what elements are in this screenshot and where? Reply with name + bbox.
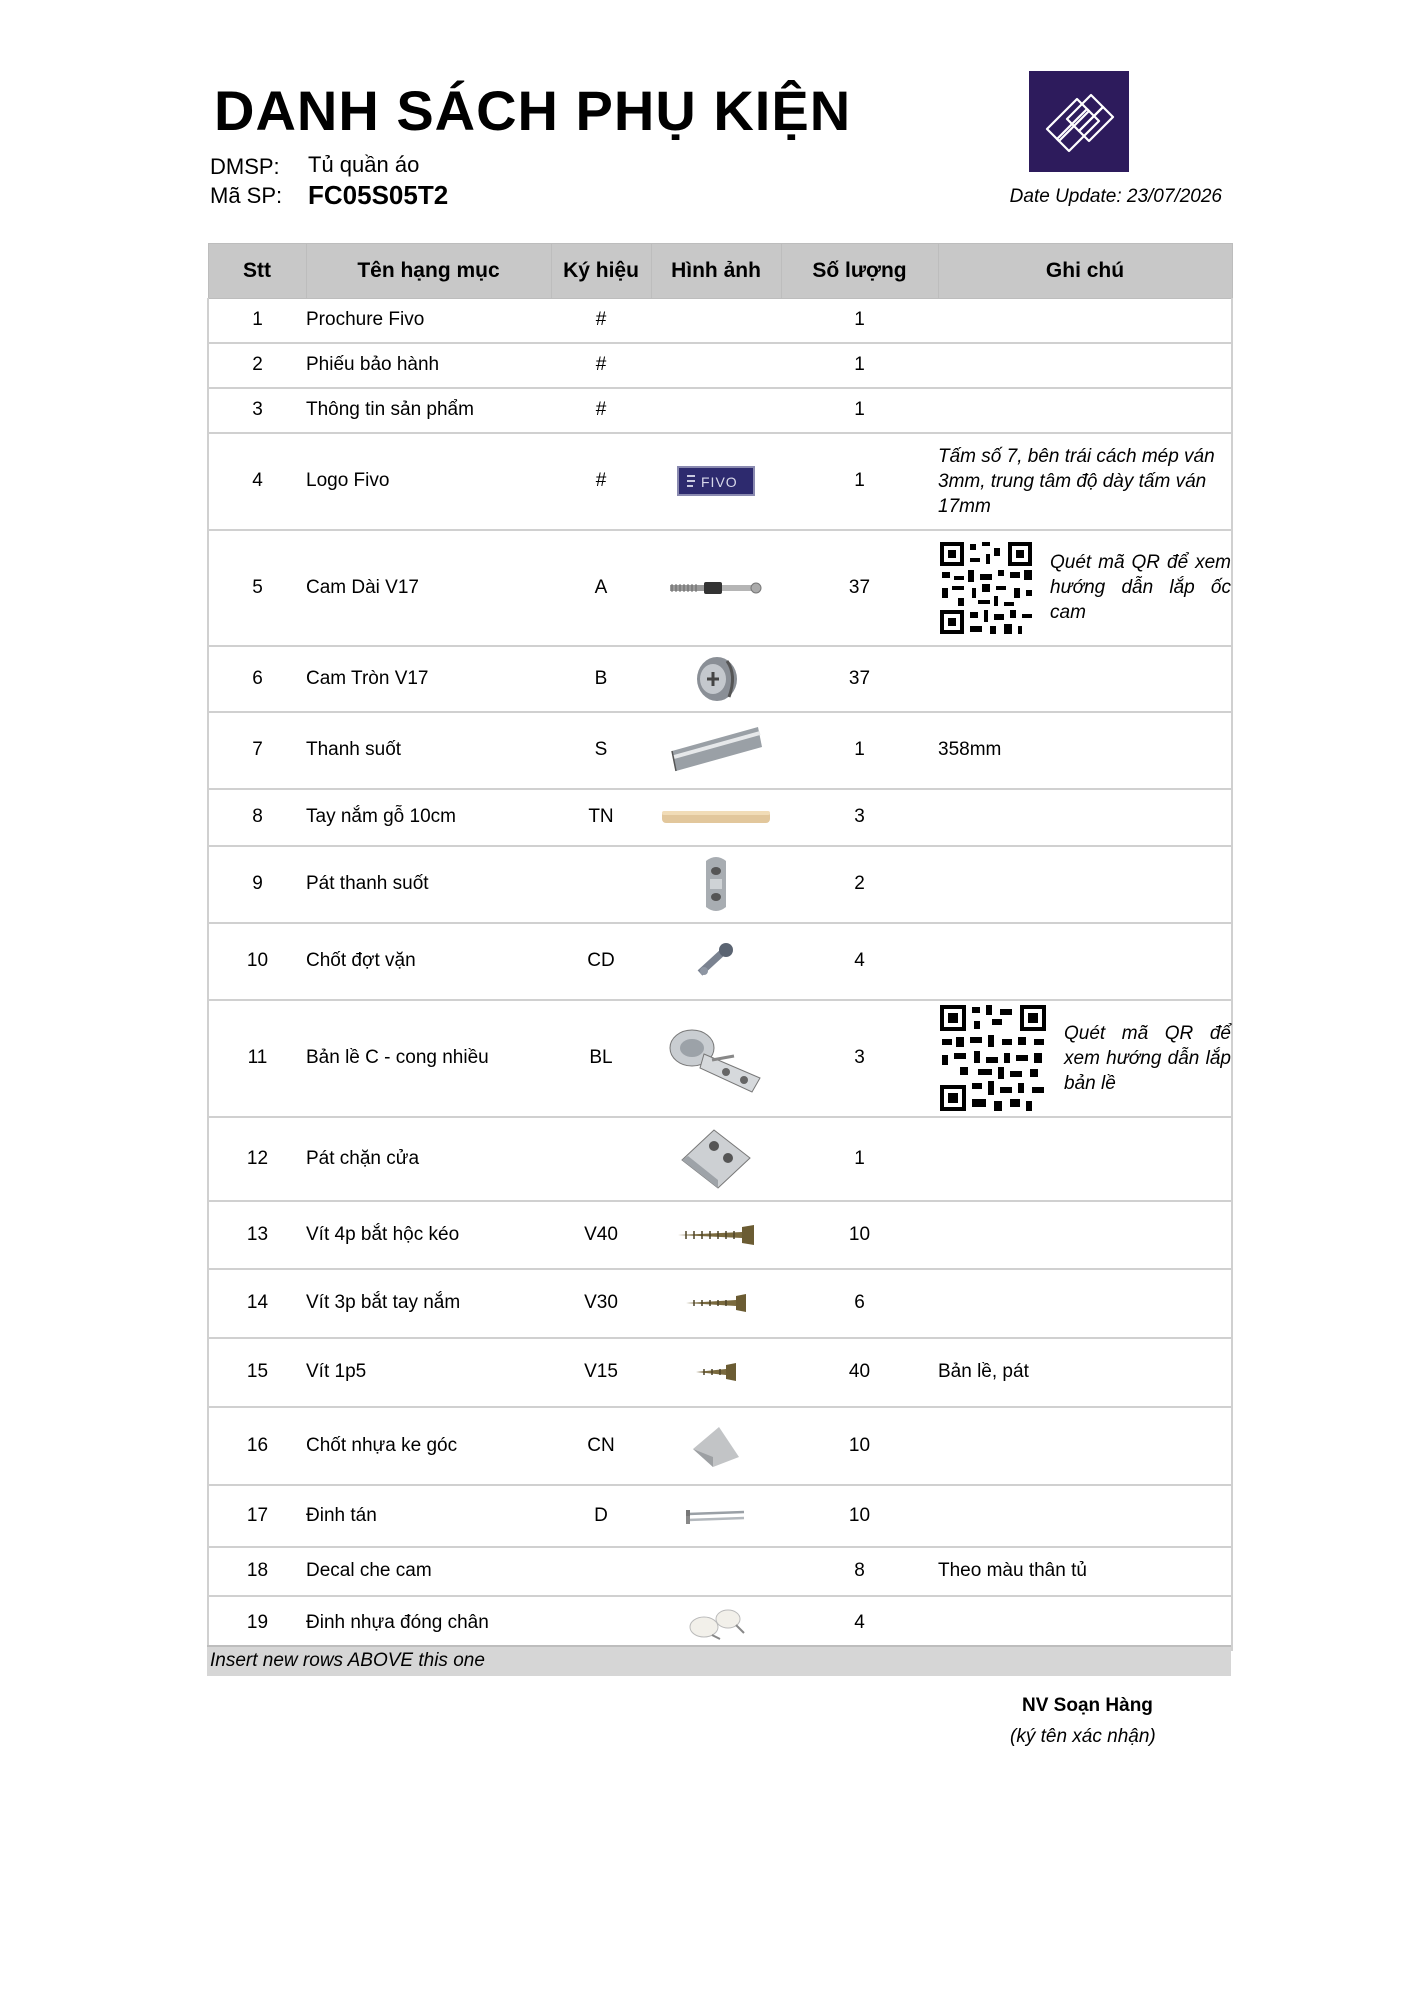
row-note: Theo màu thân tủ [938,1547,1232,1596]
signature-role: NV Soạn Hàng [1022,1695,1153,1716]
row-qty: 1 [781,433,938,530]
row-stt: 13 [208,1201,306,1269]
accessory-table [207,243,1233,1651]
footer-note: Insert new rows ABOVE this one [210,1650,485,1671]
signature-hint: (ký tên xác nhận) [1010,1726,1156,1747]
column-header: Stt [208,244,306,299]
row-stt: 1 [208,299,306,343]
row-code: A [551,530,651,646]
row-image [651,1547,781,1596]
row-name: Phiếu bảo hành [306,343,551,388]
row-image [651,712,781,789]
dmsp-label: DMSP: [210,154,280,179]
row-image [651,388,781,433]
table-row [208,923,1232,1000]
table-header-row [208,244,1232,299]
row-stt: 9 [208,846,306,923]
table-row [208,1000,1232,1117]
row-name: Prochure Fivo [306,299,551,343]
page-title: DANH SÁCH PHỤ KIỆN [214,79,852,142]
row-qty: 1 [781,388,938,433]
table-row [208,1338,1232,1407]
row-qty: 1 [781,299,938,343]
rail-bracket-icon [696,853,736,915]
date-update: Date Update: 23/07/2026 [1009,186,1222,207]
table-row [208,1485,1232,1547]
row-code [551,846,651,923]
row-name: Decal che cam [306,1547,551,1596]
row-qty: 37 [781,530,938,646]
row-qty: 40 [781,1338,938,1407]
row-code: # [551,343,651,388]
row-name: Tay nắm gỗ 10cm [306,789,551,846]
row-stt: 15 [208,1338,306,1407]
table-row [208,1547,1232,1596]
row-name: Vít 1p5 [306,1338,551,1407]
row-name: Bản lề C - cong nhiều [306,1000,551,1117]
row-note [938,388,1232,433]
row-note [938,1485,1232,1547]
table-row [208,388,1232,433]
row-name: Logo Fivo [306,433,551,530]
row-note [938,846,1232,923]
masp-value: FC05S05T2 [308,180,449,210]
table-row [208,846,1232,923]
row-stt: 4 [208,433,306,530]
row-qty: 4 [781,923,938,1000]
row-note: Bản lề, pát [938,1338,1232,1407]
qr-caption: Quét mã QR để xem hướng dẫn lắp ốc cam [1050,552,1231,623]
masp-label: Mã SP: [210,183,283,208]
qr-code-icon [938,1003,1048,1113]
row-code: # [551,299,651,343]
row-note [938,923,1232,1000]
row-stt: 10 [208,923,306,1000]
row-image [651,1269,781,1338]
table-row [208,1596,1232,1650]
row-name: Thông tin sản phẩm [306,388,551,433]
table-row [208,1201,1232,1269]
row-note [938,343,1232,388]
row-code [551,1547,651,1596]
row-name: Pát chặn cửa [306,1117,551,1201]
plastic-foot-tacks-icon [684,1605,748,1641]
row-qty: 8 [781,1547,938,1596]
plastic-corner-icon [689,1423,743,1469]
row-code [551,1117,651,1201]
screw-medium-icon [684,1292,748,1314]
row-qty: 2 [781,846,938,923]
note-text: Tấm số 7, bên trái cách mép ván 3mm, trung tâm độ dày tấm ván 17mm [938,445,1215,517]
row-image [651,1117,781,1201]
row-stt: 18 [208,1547,306,1596]
row-code: V30 [551,1269,651,1338]
row-stt: 3 [208,388,306,433]
row-qty: 1 [781,343,938,388]
table-row [208,343,1232,388]
table-footer-row [207,1645,1231,1676]
row-note [938,1117,1232,1201]
hinge-icon [664,1020,768,1096]
row-stt: 7 [208,712,306,789]
table-row [208,1269,1232,1338]
row-stt: 2 [208,343,306,388]
door-stop-bracket-icon [678,1126,754,1192]
row-name: Vít 3p bắt tay nắm [306,1269,551,1338]
row-code: V40 [551,1201,651,1269]
column-header: Số lượng [781,244,938,299]
row-image [651,1596,781,1650]
row-image [651,530,781,646]
row-note [938,1269,1232,1338]
row-qty: 4 [781,1596,938,1650]
row-stt: 6 [208,646,306,712]
fivo-logo-icon [1029,71,1129,172]
row-stt: 19 [208,1596,306,1650]
svg-text:FIVO: FIVO [701,474,738,490]
qr-code-icon [938,540,1034,636]
row-code: D [551,1485,651,1547]
row-stt: 14 [208,1269,306,1338]
row-image [651,1338,781,1407]
row-qty: 3 [781,1000,938,1117]
row-qty: 10 [781,1201,938,1269]
row-name: Vít 4p bắt hộc kéo [306,1201,551,1269]
row-image [651,923,781,1000]
row-name: Chốt nhựa ke góc [306,1407,551,1485]
wooden-handle-icon [660,808,772,826]
row-note [938,1201,1232,1269]
row-image [651,1201,781,1269]
row-stt: 5 [208,530,306,646]
row-name: Cam Dài V17 [306,530,551,646]
table-row [208,1117,1232,1201]
row-qty: 6 [781,1269,938,1338]
row-image [651,1485,781,1547]
row-stt: 16 [208,1407,306,1485]
row-code: BL [551,1000,651,1117]
row-stt: 8 [208,789,306,846]
table-row [208,299,1232,343]
row-name: Chốt đợt vặn [306,923,551,1000]
row-image [651,646,781,712]
screw-short-icon [694,1361,738,1383]
table-row [208,789,1232,846]
row-note: 358mm [938,712,1232,789]
long-cam-bolt-icon [668,578,764,598]
row-note [938,789,1232,846]
row-code: V15 [551,1338,651,1407]
row-name: Cam Tròn V17 [306,646,551,712]
row-note [938,646,1232,712]
row-qty: 10 [781,1485,938,1547]
fivo-logo-badge-icon [677,466,755,496]
row-code: # [551,433,651,530]
row-note [938,530,1232,646]
row-note [938,1407,1232,1485]
row-name: Thanh suốt [306,712,551,789]
row-name: Đinh tán [306,1485,551,1547]
row-qty: 1 [781,712,938,789]
hanging-rail-icon [668,723,764,777]
row-code: B [551,646,651,712]
column-header: Hình ảnh [651,244,781,299]
row-stt: 11 [208,1000,306,1117]
round-cam-icon [691,655,741,703]
row-image [651,433,781,530]
row-note [938,433,1232,530]
row-note [938,1000,1232,1117]
column-header: Ghi chú [938,244,1232,299]
row-qty: 3 [781,789,938,846]
row-qty: 1 [781,1117,938,1201]
row-code: # [551,388,651,433]
row-image [651,789,781,846]
shelf-pin-icon [694,941,738,981]
row-note [938,1596,1232,1650]
row-image [651,299,781,343]
row-code: S [551,712,651,789]
row-image [651,343,781,388]
row-code [551,1596,651,1650]
row-image [651,1000,781,1117]
row-code: CN [551,1407,651,1485]
row-stt: 12 [208,1117,306,1201]
row-note [938,299,1232,343]
table-row [208,530,1232,646]
column-header: Tên hạng mục [306,244,551,299]
qr-caption: Quét mã QR để xem hướng dẫn lắp bản lề [1064,1022,1231,1094]
row-image [651,1407,781,1485]
row-code: TN [551,789,651,846]
table-row [208,712,1232,789]
nails-icon [684,1506,748,1526]
row-qty: 37 [781,646,938,712]
table-row [208,433,1232,530]
row-stt: 17 [208,1485,306,1547]
column-header: Ký hiệu [551,244,651,299]
table-row [208,1407,1232,1485]
row-qty: 10 [781,1407,938,1485]
table-row [208,646,1232,712]
dmsp-value: Tủ quần áo [308,152,420,177]
row-image [651,846,781,923]
row-name: Pát thanh suốt [306,846,551,923]
screw-long-icon [676,1223,756,1247]
row-name: Đinh nhựa đóng chân [306,1596,551,1650]
row-code: CD [551,923,651,1000]
